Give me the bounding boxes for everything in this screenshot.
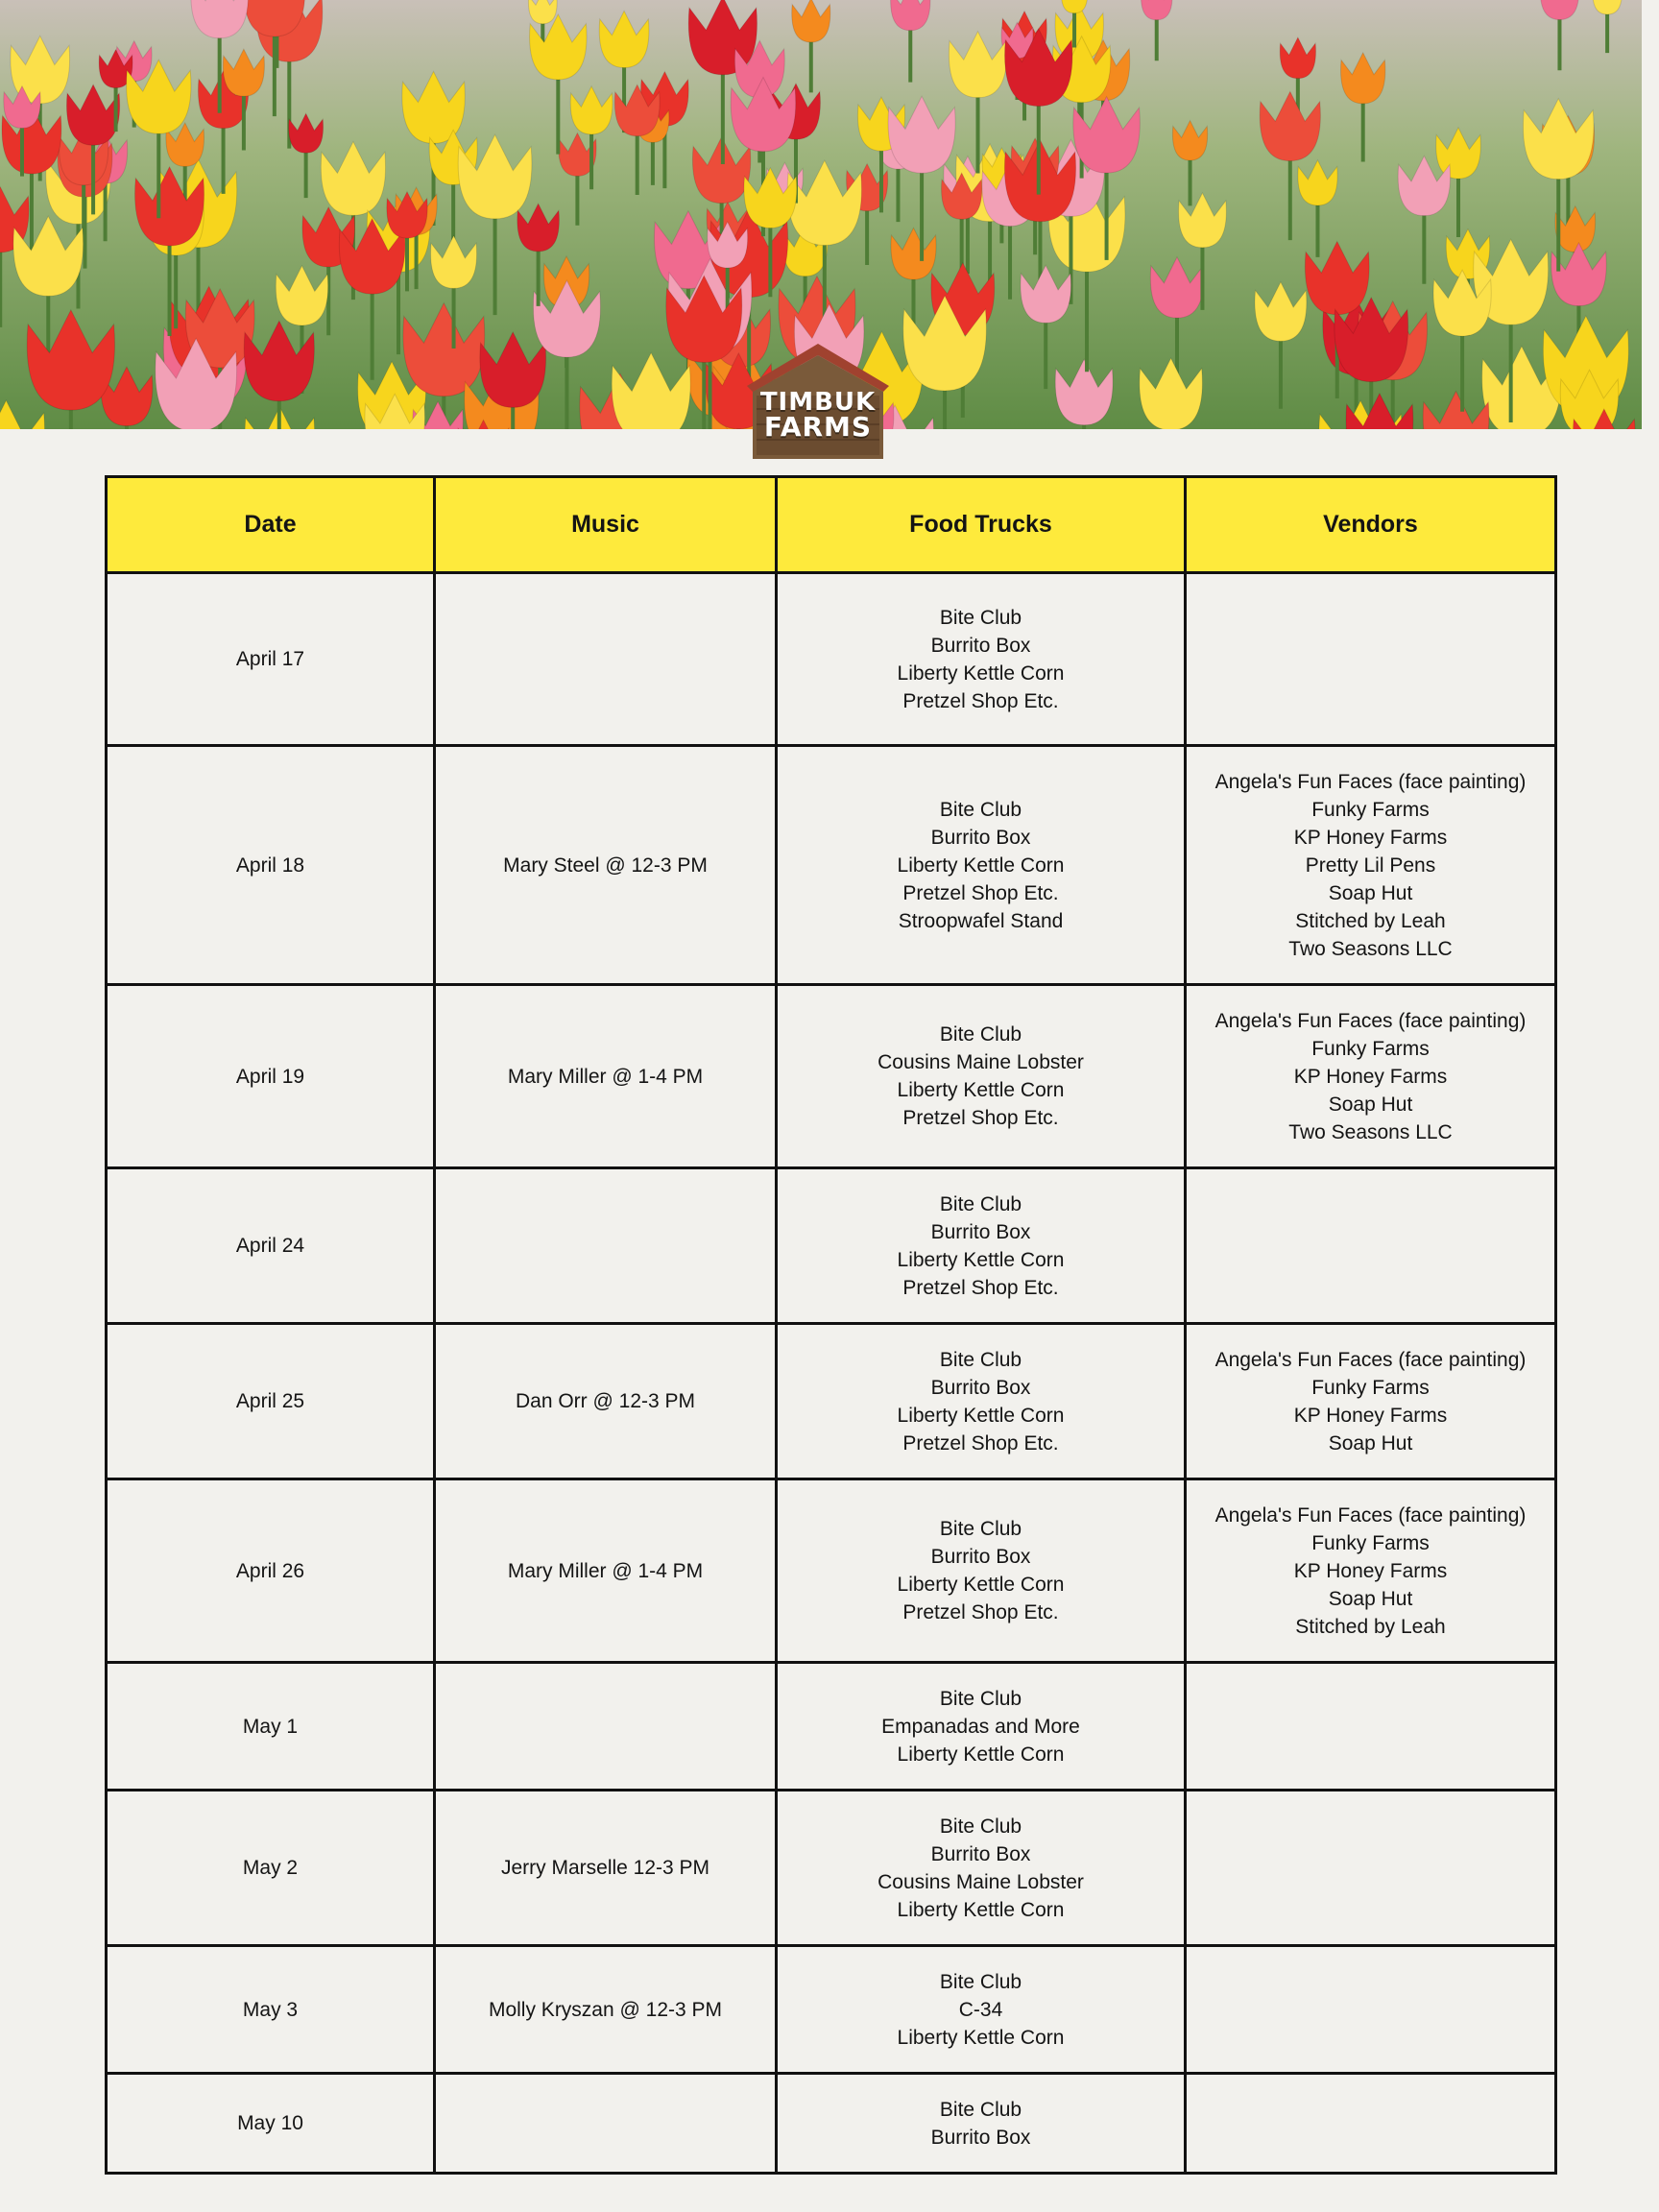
vendor-item: KP Honey Farms [1293, 826, 1448, 849]
table-row [107, 573, 1556, 746]
food-truck-item: Bite Club [939, 1970, 1022, 1993]
date-cell: April 17 [107, 573, 435, 746]
date-cell: April 24 [107, 1168, 435, 1324]
header-vendors: Vendors [1186, 477, 1556, 573]
event-schedule-table [105, 475, 1557, 2175]
vendor-item: Funky Farms [1311, 1531, 1430, 1554]
vendors-cell [1186, 1791, 1556, 1946]
food-truck-item: Liberty Kettle Corn [897, 1898, 1065, 1921]
food-truck-item: Bite Club [939, 1815, 1022, 1838]
logo-text-timbuk: TIMBUK [759, 388, 877, 417]
vendors-cell [1186, 1946, 1556, 2074]
vendor-item: Funky Farms [1311, 1037, 1430, 1060]
food-trucks-cell [777, 746, 1186, 985]
food-truck-item: Liberty Kettle Corn [897, 854, 1065, 877]
vendor-item: Angela's Fun Faces (face painting) [1214, 1009, 1527, 1032]
timbuk-farms-logo [743, 342, 893, 463]
food-truck-item: Liberty Kettle Corn [897, 1574, 1065, 1596]
food-truck-item: Burrito Box [930, 1842, 1031, 1865]
vendor-item: Funky Farms [1311, 1376, 1430, 1399]
music-cell [435, 2074, 777, 2174]
food-truck-item: Bite Club [939, 1192, 1022, 1215]
food-trucks-cell [777, 1791, 1186, 1946]
vendors-cell [1186, 2074, 1556, 2174]
table-header-row [107, 477, 1556, 573]
music-cell [435, 1663, 777, 1791]
vendor-item: Soap Hut [1328, 1587, 1413, 1610]
food-truck-item: Liberty Kettle Corn [897, 2026, 1065, 2049]
food-trucks-cell [777, 1479, 1186, 1663]
vendor-item: Angela's Fun Faces (face painting) [1214, 1348, 1527, 1371]
vendor-item: Soap Hut [1328, 881, 1413, 904]
food-truck-item: Pretzel Shop Etc. [902, 1431, 1059, 1455]
music-cell: Mary Miller @ 1-4 PM [435, 1479, 777, 1663]
vendor-item: Stitched by Leah [1295, 1615, 1446, 1638]
food-truck-item: Pretzel Shop Etc. [902, 1601, 1059, 1623]
food-truck-item: Burrito Box [930, 1220, 1031, 1243]
food-trucks-cell [777, 1663, 1186, 1791]
music-cell: Mary Steel @ 12-3 PM [435, 746, 777, 985]
food-truck-item: Pretzel Shop Etc. [902, 881, 1059, 904]
food-trucks-cell [777, 1168, 1186, 1324]
music-cell [435, 1168, 777, 1324]
food-trucks-cell [777, 1324, 1186, 1479]
food-truck-item: Pretzel Shop Etc. [902, 689, 1059, 712]
vendor-item: KP Honey Farms [1293, 1404, 1448, 1427]
date-cell: May 1 [107, 1663, 435, 1791]
food-truck-item: Liberty Kettle Corn [897, 661, 1065, 685]
food-truck-item: Liberty Kettle Corn [897, 1248, 1065, 1271]
food-truck-item: Bite Club [939, 798, 1022, 821]
table-row [107, 746, 1556, 985]
vendors-cell [1186, 746, 1556, 985]
food-truck-item: Liberty Kettle Corn [897, 1079, 1065, 1101]
food-truck-item: C-34 [958, 1998, 1003, 2021]
food-truck-item: Stroopwafel Stand [898, 909, 1064, 932]
food-trucks-cell [777, 985, 1186, 1168]
table-row [107, 2074, 1556, 2174]
header-date: Date [107, 477, 435, 573]
music-cell [435, 573, 777, 746]
food-truck-item: Bite Club [939, 1518, 1022, 1540]
food-truck-item: Bite Club [939, 1348, 1022, 1371]
music-cell: Jerry Marselle 12-3 PM [435, 1791, 777, 1946]
music-cell: Mary Miller @ 1-4 PM [435, 985, 777, 1168]
vendor-item: Pretty Lil Pens [1305, 854, 1436, 877]
vendors-cell [1186, 985, 1556, 1168]
food-truck-item: Pretzel Shop Etc. [902, 1107, 1059, 1129]
vendor-item: Two Seasons LLC [1288, 937, 1453, 960]
date-cell: April 25 [107, 1324, 435, 1479]
food-truck-item: Burrito Box [930, 826, 1031, 849]
vendor-item: Angela's Fun Faces (face painting) [1214, 1503, 1527, 1527]
vendors-cell [1186, 1168, 1556, 1324]
vendors-cell [1186, 1324, 1556, 1479]
food-truck-item: Liberty Kettle Corn [897, 1743, 1065, 1766]
date-cell: May 3 [107, 1946, 435, 2074]
music-cell: Molly Kryszan @ 12-3 PM [435, 1946, 777, 2074]
date-cell: April 26 [107, 1479, 435, 1663]
table-row [107, 1479, 1556, 1663]
logo-text-farms: FARMS [763, 411, 873, 443]
food-truck-item: Bite Club [939, 2098, 1022, 2121]
food-truck-item: Bite Club [939, 1687, 1022, 1710]
vendor-item: Funky Farms [1311, 798, 1430, 821]
vendor-item: Two Seasons LLC [1288, 1120, 1453, 1143]
vendor-item: KP Honey Farms [1293, 1559, 1448, 1582]
header-music: Music [435, 477, 777, 573]
table-row [107, 1324, 1556, 1479]
food-truck-item: Bite Club [939, 606, 1022, 629]
vendor-item: Angela's Fun Faces (face painting) [1214, 770, 1527, 793]
vendor-item: Soap Hut [1328, 1093, 1413, 1116]
food-truck-item: Pretzel Shop Etc. [902, 1276, 1059, 1299]
vendors-cell [1186, 1663, 1556, 1791]
table-row [107, 1663, 1556, 1791]
food-trucks-cell [777, 2074, 1186, 2174]
schedule-body [107, 573, 1556, 2174]
vendors-cell [1186, 573, 1556, 746]
vendor-item: KP Honey Farms [1293, 1065, 1448, 1088]
table-row [107, 1946, 1556, 2074]
food-truck-item: Burrito Box [930, 1376, 1031, 1399]
date-cell: May 2 [107, 1791, 435, 1946]
table-row [107, 985, 1556, 1168]
food-truck-item: Cousins Maine Lobster [878, 1051, 1084, 1073]
food-truck-item: Cousins Maine Lobster [878, 1870, 1084, 1893]
food-truck-item: Burrito Box [930, 1546, 1031, 1568]
food-truck-item: Liberty Kettle Corn [897, 1404, 1065, 1427]
vendors-cell [1186, 1479, 1556, 1663]
music-cell: Dan Orr @ 12-3 PM [435, 1324, 777, 1479]
food-trucks-cell [777, 1946, 1186, 2074]
table-row [107, 1791, 1556, 1946]
vendor-item: Soap Hut [1328, 1431, 1413, 1455]
table-row [107, 1168, 1556, 1324]
header-food-trucks: Food Trucks [777, 477, 1186, 573]
vendor-item: Stitched by Leah [1295, 909, 1446, 932]
date-cell: April 19 [107, 985, 435, 1168]
food-truck-item: Empanadas and More [881, 1715, 1080, 1738]
food-truck-item: Burrito Box [930, 634, 1031, 657]
date-cell: April 18 [107, 746, 435, 985]
food-truck-item: Bite Club [939, 1023, 1022, 1046]
food-trucks-cell [777, 573, 1186, 746]
food-truck-item: Burrito Box [930, 2126, 1031, 2149]
date-cell: May 10 [107, 2074, 435, 2174]
